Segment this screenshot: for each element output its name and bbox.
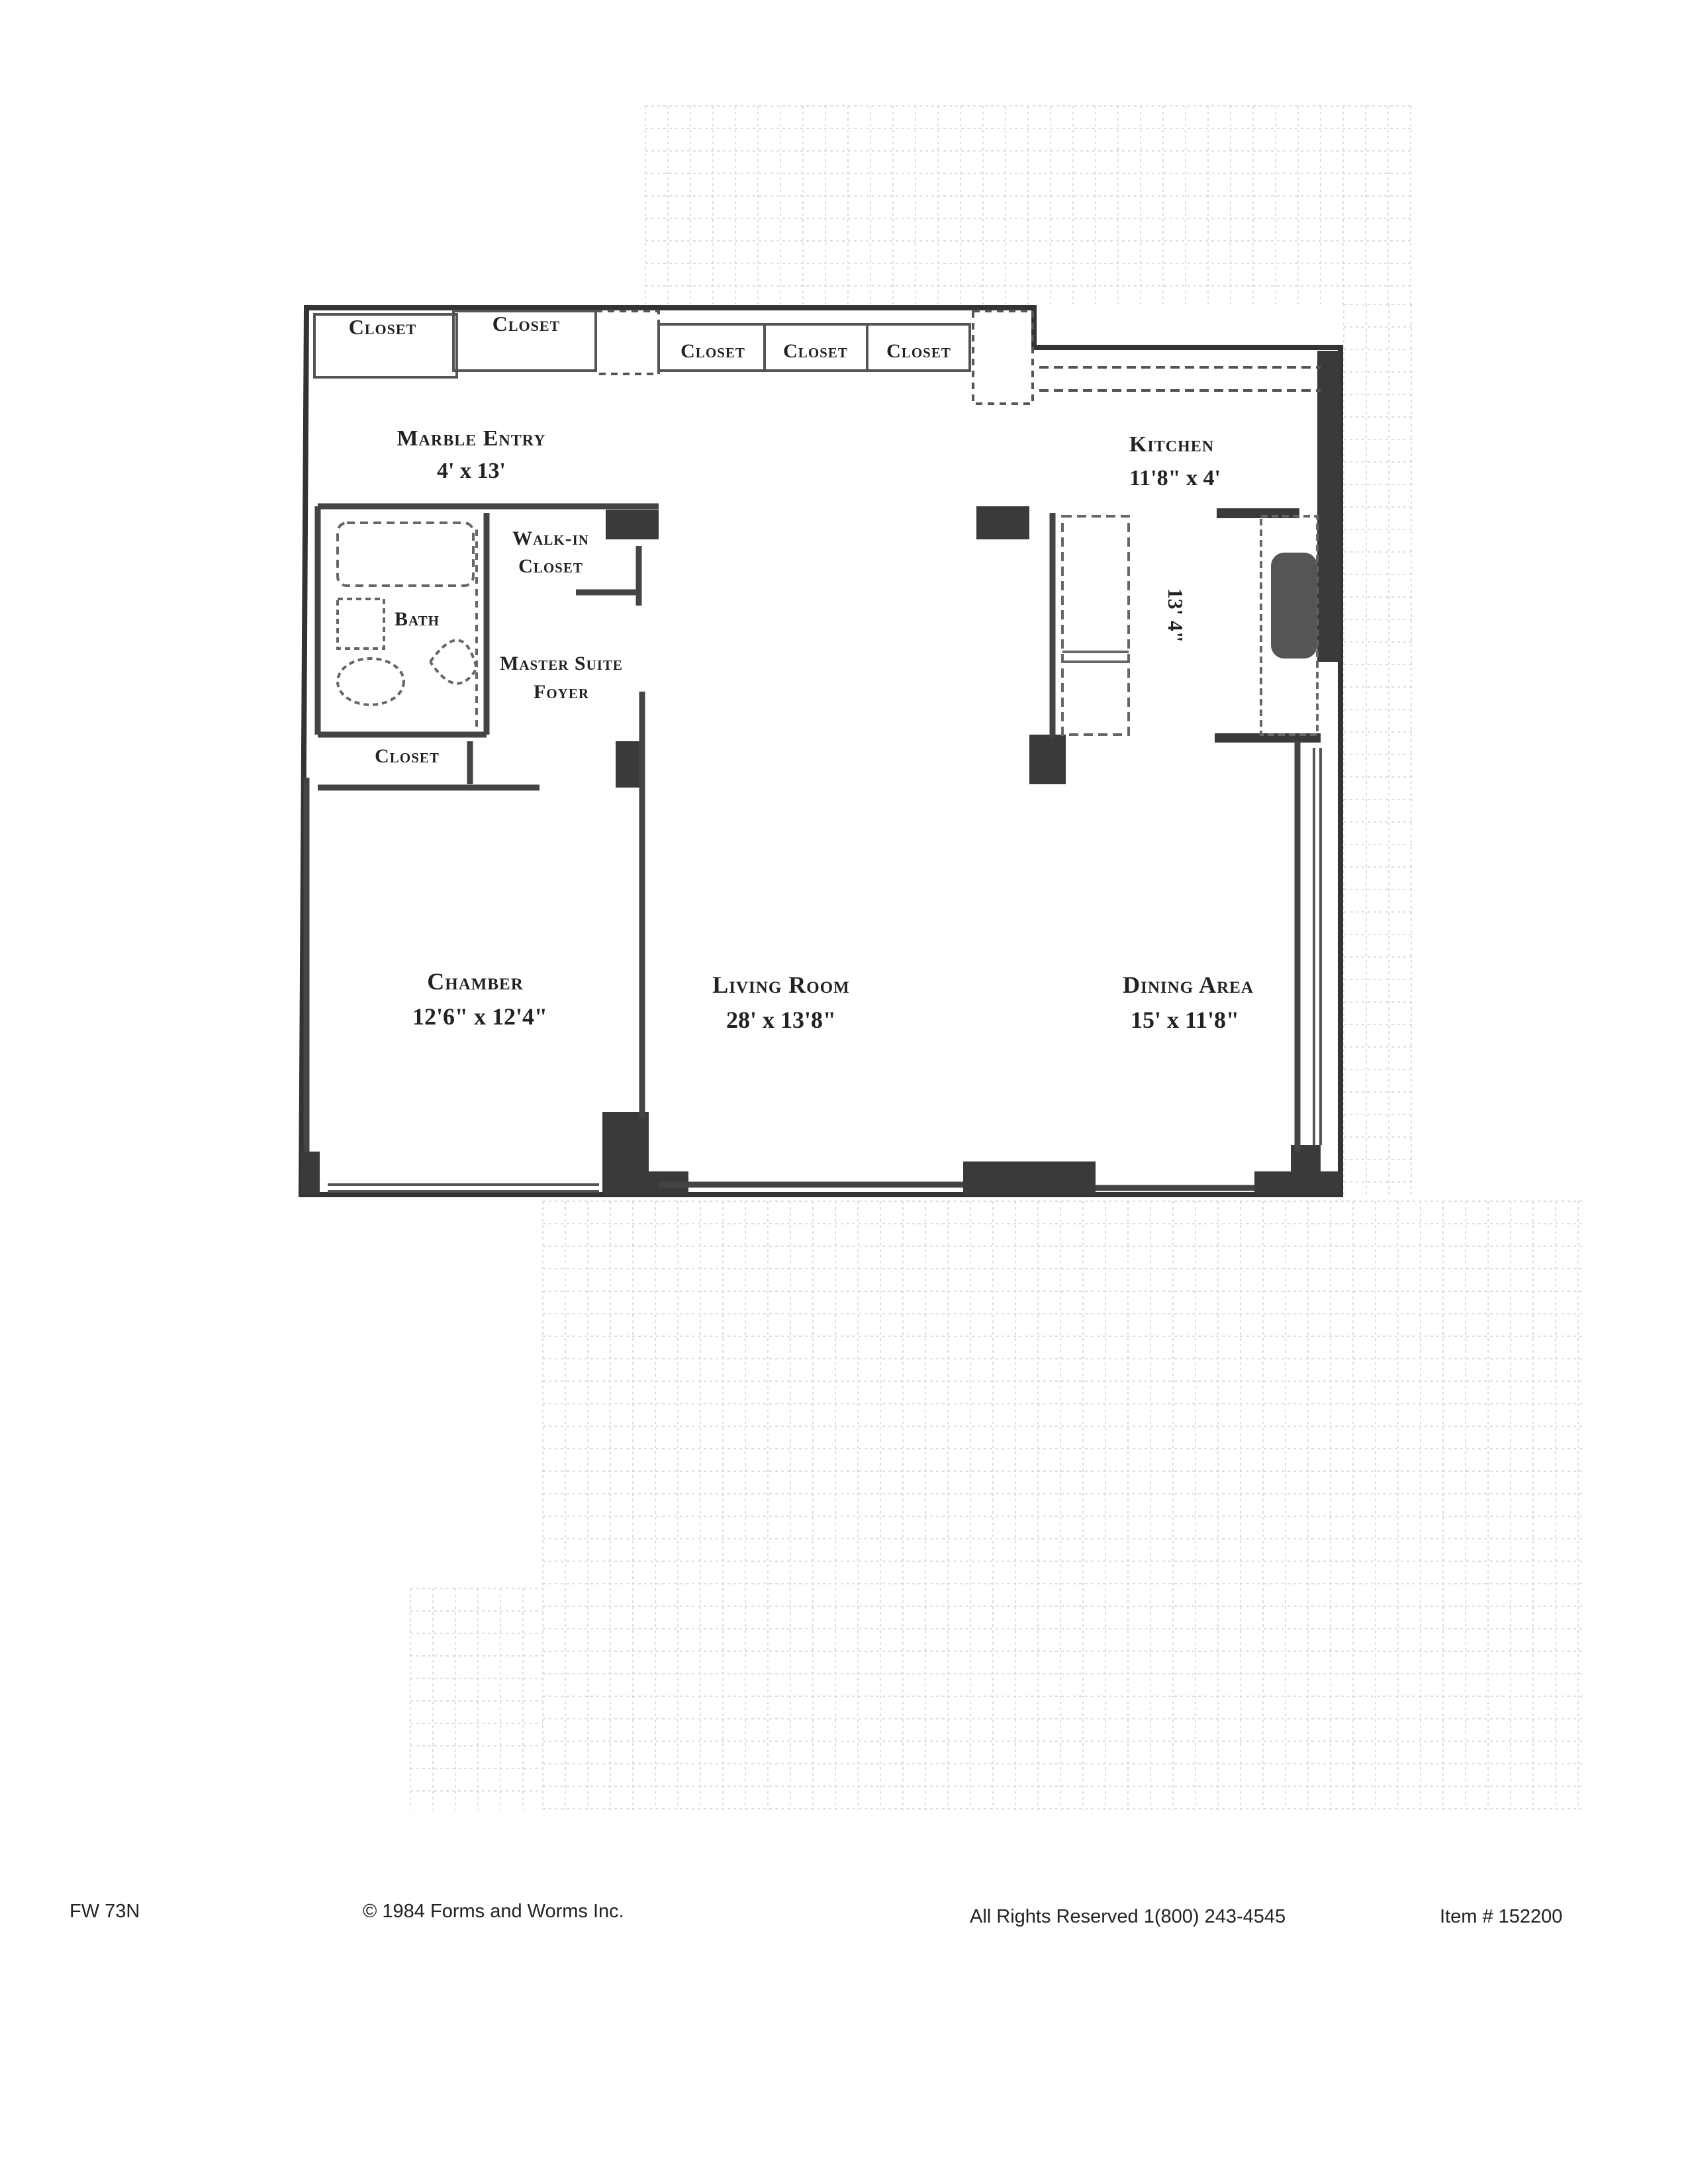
closet-label-5: Closet: [886, 340, 951, 362]
interior-walls: [306, 506, 1297, 1188]
marble-entry-label: Marble Entry: [397, 426, 546, 451]
bath-label: Bath: [395, 608, 440, 630]
copyright-notice: © 1984 Forms and Worms Inc.: [363, 1901, 624, 1922]
walk-in-closet-label-1: Walk-in: [512, 527, 589, 549]
living-room-label: Living Room: [712, 972, 850, 998]
kitchen-dims: 11'8" x 4': [1129, 466, 1221, 490]
master-suite-label-2: Foyer: [534, 681, 589, 703]
kitchen-cabinets: [1062, 516, 1317, 735]
living-room-dims: 28' x 13'8": [726, 1007, 836, 1033]
closet-label-4: Closet: [783, 340, 848, 362]
closet-label-2: Closet: [492, 312, 561, 336]
chamber-label: Chamber: [427, 968, 524, 995]
chamber-dims: 12'6" x 12'4": [412, 1003, 547, 1030]
marble-entry-dims: 4' x 13': [437, 459, 506, 483]
kitchen-label: Kitchen: [1129, 432, 1215, 457]
form-code: FW 73N: [70, 1901, 140, 1922]
dining-area-dims: 15' x 11'8": [1130, 1007, 1240, 1033]
walk-in-closet-label-2: Closet: [518, 555, 583, 577]
closet-label-6: Closet: [375, 745, 440, 767]
master-suite-label-1: Master Suite: [500, 653, 623, 674]
rights-notice: All Rights Reserved 1(800) 243-4545: [970, 1906, 1286, 1927]
closet-label-1: Closet: [348, 315, 417, 339]
closet-label-3: Closet: [680, 340, 745, 362]
item-number: Item # 152200: [1440, 1906, 1563, 1927]
dining-area-label: Dining Area: [1123, 972, 1254, 998]
kitchen-side-dim: 13' 4": [1164, 588, 1188, 643]
